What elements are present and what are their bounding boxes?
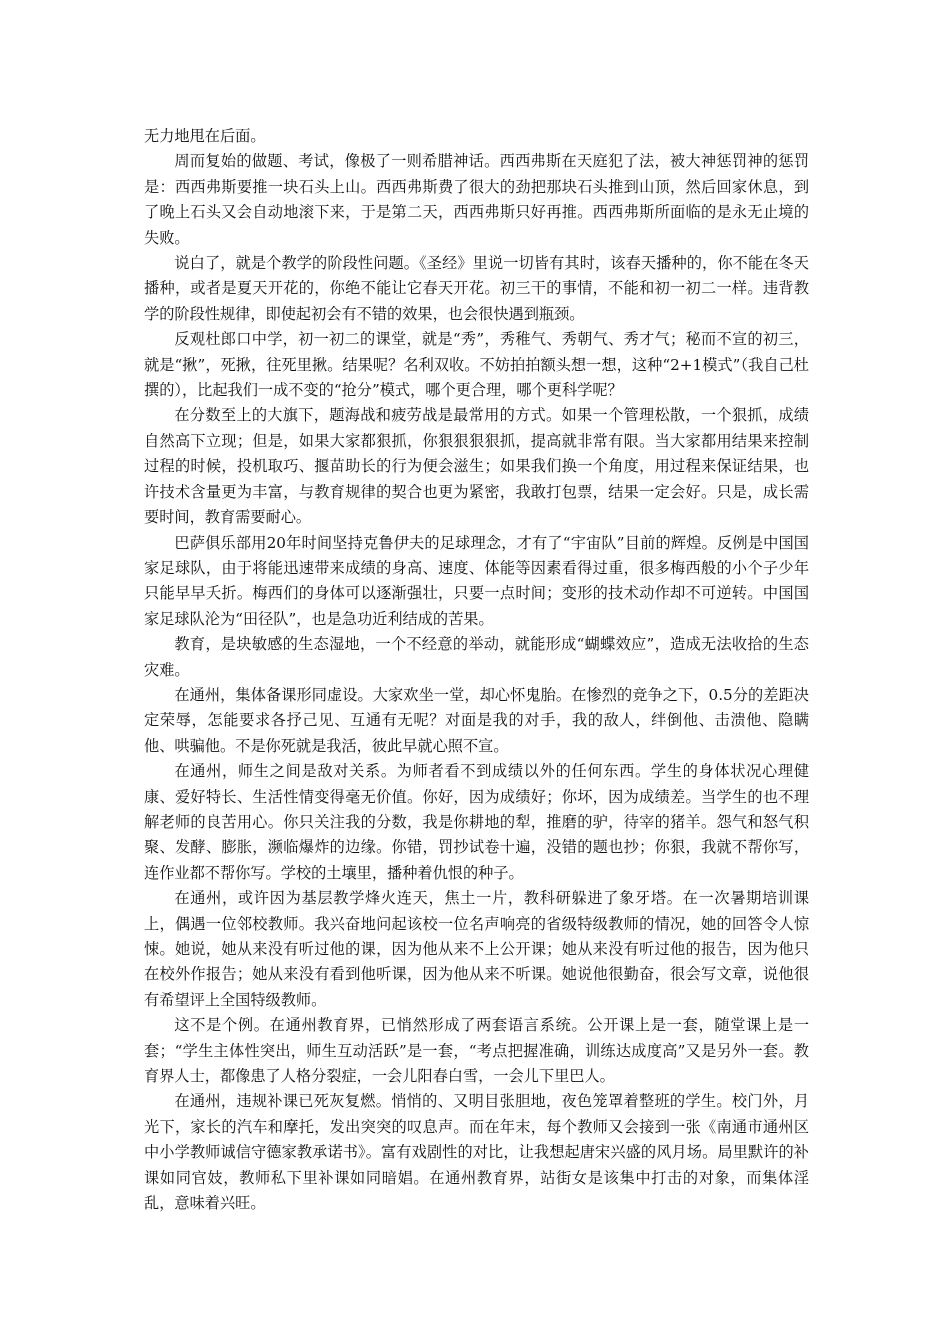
paragraph-5: 在分数至上的大旗下，题海战和疲劳战是最常用的方式。如果一个管理松散，一个狠抓，成绩自然高下立现；但是，如果大家都狠抓，你狠狠狠狠抓，提高就非常有限。当大家都用结果来控制过程的时候，投机取巧、揠苗助长的行为便会滋生；如果我们换一个角度，用过程来保证结果，也许技术含量更为丰富，与教育规律的契合也更为紧密，我敢打包票，结果一定会好。只是，成长需要时间，教育需要耐心。 — [144, 406, 809, 527]
paragraph-1: 无力地甩在后面。 — [144, 127, 266, 145]
paragraph-10: 在通州，或许因为基层教学烽火连天，焦土一片，教科研躲进了象牙塔。在一次暑期培训课上，偶遇一位邻校教师。我兴奋地问起该校一位名声响亮的省级特级教师的情况，她的回答令人惊悚。她说，她从来没有听过他的课，因为他从来不上公开课；她从来没有听过他的报告，因为他只在校外作报告；她从来没有看到他听课，因为他从来不听课。她说他很勤奋，很会写文章，说他很有希望评上全国特级教师。 — [144, 889, 809, 1009]
paragraph-8: 在通州，集体备课形同虚设。大家欢坐一堂，却心怀鬼胎。在惨烈的竞争之下，0.5分的差距决定荣辱，怎能要求各抒己见、互通有无呢？对面是我的对手，我的敌人，绊倒他、击溃他、隐瞒他、哄骗他。不是你死就是我活，彼此早就心照不宣。 — [144, 685, 809, 755]
paragraph-4: 反观杜郎口中学，初一初二的课堂，就是“秀”，秀稚气、秀朝气、秀才气；秘而不宣的初三，就是“揪”，死揪，往死里揪。结果呢？名利双收。不妨拍拍额头想一想，这种“2+1模式”（我自己杜撰的），比起我们一成不变的“抢分”模式，哪个更合理，哪个更科学呢？ — [144, 330, 809, 400]
paragraph-2: 周而复始的做题、考试，像极了一则希腊神话。西西弗斯在天庭犯了法，被大神惩罚神的惩罚是：西西弗斯要推一块石头上山。西西弗斯费了很大的劲把那块石头推到山顶，然后回家休息，到了晚上石头又会自动地滚下来，于是第二天，西西弗斯只好再推。西西弗斯所面临的是永无止境的失败。 — [144, 152, 809, 247]
paragraph-11: 这不是个例。在通州教育界，已悄然形成了两套语言系统。公开课上是一套，随堂课上是一套；“学生主体性突出，师生互动活跃”是一套，“考点把握准确，训练达成度高”又是另外一套。教育界人士，都像患了人格分裂症，一会儿阳春白雪，一会儿下里巴人。 — [144, 1016, 809, 1086]
paragraph-7: 教育，是块敏感的生态湿地，一个不经意的举动，就能形成“蝴蝶效应”，造成无法收拾的生态灾难。 — [144, 635, 809, 679]
document-page — [144, 124, 809, 1216]
paragraph-9: 在通州，师生之间是敌对关系。为师者看不到成绩以外的任何东西。学生的身体状况心理健康、爱好特长、生活性情变得毫无价值。你好，因为成绩好；你坏，因为成绩差。当学生的也不理解老师的良苦用心。你只关注我的分数，我是你耕地的犁，推磨的驴，待宰的猪羊。怨气和怒气积聚、发酵、膨胀，濒临爆炸的边缘。你错，罚抄试卷十遍，没错的题也抄；你狠，我就不帮你写，连作业都不帮你写。学校的土壤里，播种着仇恨的种子。 — [144, 762, 809, 882]
paragraph-12: 在通州，违规补课已死灰复燃。悄悄的、又明目张胆地，夜色笼罩着整班的学生。校门外，月光下，家长的汽车和摩托，发出突突的叹息声。而在年末，每个教师又会接到一张《南通市通州区中小学教师诚信守德家教承诺书》。富有戏剧性的对比，让我想起唐宋兴盛的风月场。局里默许的补课如同官妓，教师私下里补课如同暗娼。在通州教育界，站街女是该集中打击的对象，而集体淫乱，意味着兴旺。 — [144, 1092, 809, 1213]
paragraph-6: 巴萨俱乐部用20年时间坚持克鲁伊夫的足球理念，才有了“宇宙队”目前的辉煌。反例是中国国家足球队，由于将能迅速带来成绩的身高、速度、体能等因素看得过重，很多梅西般的小个子少年只能早早夭折。梅西们的身体可以逐渐强壮，只要一点时间；变形的技术动作却不可逆转。中国国家足球队沦为“田径队”，也是急功近利结成的苦果。 — [144, 533, 809, 628]
paragraph-3: 说白了，就是个教学的阶段性问题。《圣经》里说一切皆有其时，该春天播种的，你不能在冬天播种，或者是夏天开花的，你绝不能让它春天开花。初三干的事情，不能和初一初二一样。违背教学的阶段性规律，即使起初会有不错的效果，也会很快遇到瓶颈。 — [144, 254, 809, 323]
